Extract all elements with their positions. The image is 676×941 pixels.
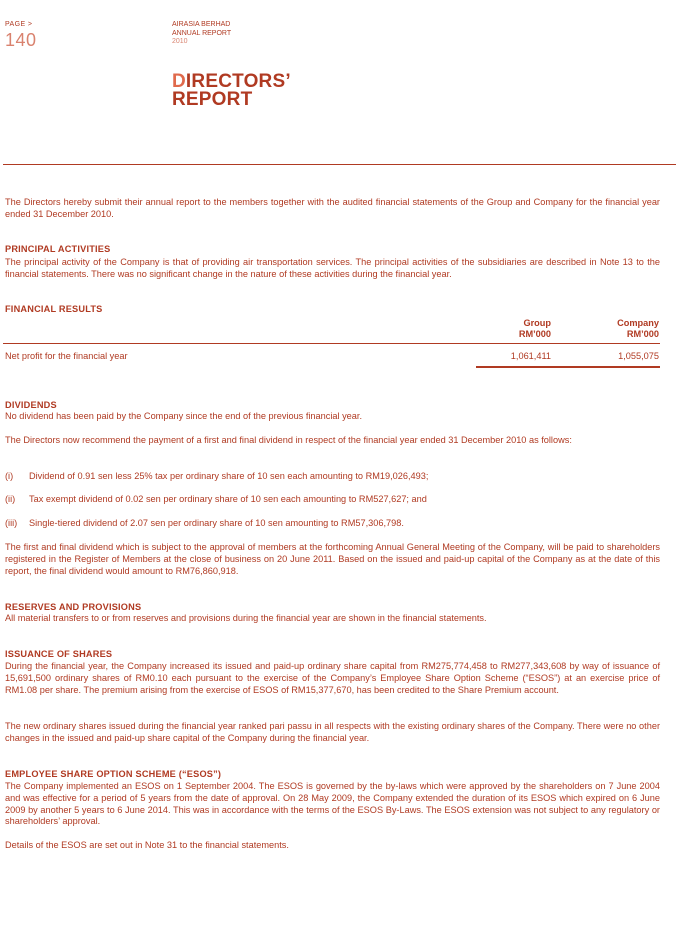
report-year: 2010 bbox=[172, 38, 188, 45]
dividend-item-3 bbox=[5, 518, 660, 530]
esos-text-2: Details of the ESOS are set out in Note 31 to the financial statements. bbox=[5, 840, 289, 850]
esos-text-1: The Company implemented an ESOS on 1 September 2004. The ESOS is governed by the by-laws which were approved by the shareholders on 7 June 2004 and was effective for a period of 5 years from the date of approval. On 28 May 2009, the Company extended the duration of its ESOS which expired on 6 June 2009 by another 5 years to 6 June 2014. This was in accordance with the terms of the ESOS By-Laws. The ESOS extension was not subject to any regulatory or shareholders’ approval. bbox=[5, 781, 660, 827]
page-title bbox=[172, 73, 291, 109]
title-rest: IRECTORS’ bbox=[185, 71, 291, 92]
net-profit-label: Net profit for the financial year bbox=[5, 351, 128, 361]
principal-activities-heading: PRINCIPAL ACTIVITIES bbox=[5, 244, 111, 254]
title-first-letter: D bbox=[172, 71, 186, 92]
list-marker: (ii) bbox=[5, 494, 16, 504]
list-item-text: Dividend of 0.91 sen less 25% tax per ordinary share of 10 sen each amounting to RM19,026,493; bbox=[29, 471, 429, 481]
esos-heading: EMPLOYEE SHARE OPTION SCHEME (“ESOS”) bbox=[5, 769, 222, 779]
list-item-text: Single-tiered dividend of 2.07 sen per ordinary share of 10 sen amounting to RM57,306,798. bbox=[29, 518, 404, 528]
page-label: PAGE > bbox=[5, 21, 33, 28]
title-line2: REPORT bbox=[172, 89, 253, 110]
total-underline bbox=[476, 366, 660, 368]
dividends-text-1: No dividend has been paid by the Company since the end of the previous financial year. bbox=[5, 411, 363, 421]
dividends-heading: DIVIDENDS bbox=[5, 400, 57, 410]
financial-results-heading: FINANCIAL RESULTS bbox=[5, 304, 103, 314]
company-column-unit: RM’000 bbox=[626, 329, 659, 339]
dividend-item-1 bbox=[5, 471, 660, 483]
list-marker: (i) bbox=[5, 471, 14, 481]
dividends-text-2: The Directors now recommend the payment of a first and final dividend in respect of the financial year ended 31 December 2010 as follows: bbox=[5, 435, 572, 445]
header-divider bbox=[3, 164, 676, 165]
intro-paragraph: The Directors hereby submit their annual report to the members together with the audited financial statements of the Group and Company for the financial year ended 31 December 2010. bbox=[5, 197, 660, 219]
issuance-heading: ISSUANCE OF SHARES bbox=[5, 649, 113, 659]
report-identity bbox=[172, 21, 231, 47]
dividends-text-3: The first and final dividend which is subject to the approval of members at the forthcoming Annual General Meeting of the Company, will be paid to shareholders registered in the Register of Members at the close of business on 20 June 2011. Based on the issued and paid-up capital of the Company as at the date of this report, the final dividend would amount to RM76,860,918. bbox=[5, 542, 660, 576]
list-marker: (iii) bbox=[5, 518, 18, 528]
reserves-text: All material transfers to or from reserves and provisions during the financial year are shown in the financial statements. bbox=[5, 613, 487, 623]
company-column-header bbox=[617, 318, 659, 340]
company-column-label: Company bbox=[617, 318, 659, 328]
issuance-text-2: The new ordinary shares issued during the financial year ranked pari passu in all respects with the existing ordinary shares of the Company. There were no other changes in the issued and paid-up share capital of the Company during the financial year. bbox=[5, 721, 660, 743]
company-net-profit: 1,055,075 bbox=[618, 351, 659, 361]
principal-activities-text: The principal activity of the Company is that of providing air transportation services. The principal activities of the subsidiaries are described in Note 13 to the financial statements. There was no significant change in the nature of these activities during the financial year. bbox=[5, 257, 660, 279]
company-name: AIRASIA BERHAD bbox=[172, 21, 231, 28]
group-column-unit: RM’000 bbox=[518, 329, 551, 339]
page-number: 140 bbox=[5, 30, 37, 50]
reserves-heading: RESERVES AND PROVISIONS bbox=[5, 602, 142, 612]
dividend-item-2 bbox=[5, 494, 660, 506]
table-header-rule bbox=[3, 343, 660, 344]
report-name: ANNUAL REPORT bbox=[172, 29, 232, 37]
group-net-profit: 1,061,411 bbox=[510, 351, 551, 361]
group-column-label: Group bbox=[523, 318, 551, 328]
group-column-header bbox=[519, 318, 551, 340]
list-item-text: Tax exempt dividend of 0.02 sen per ordinary share of 10 sen each amounting to RM527,627; and bbox=[29, 494, 427, 504]
issuance-text-1: During the financial year, the Company increased its issued and paid-up ordinary share capital from RM275,774,458 to RM277,343,608 by way of issuance of 15,691,500 ordinary shares of RM0.10 each pursuant to the exercise of the Company’s Employee Share Option Scheme (“ESOS”) at an exercise price of RM1.08 per share. The premium arising from the exercise of ESOS of RM15,377,670, has been credited to the Share Premium account. bbox=[5, 661, 660, 695]
